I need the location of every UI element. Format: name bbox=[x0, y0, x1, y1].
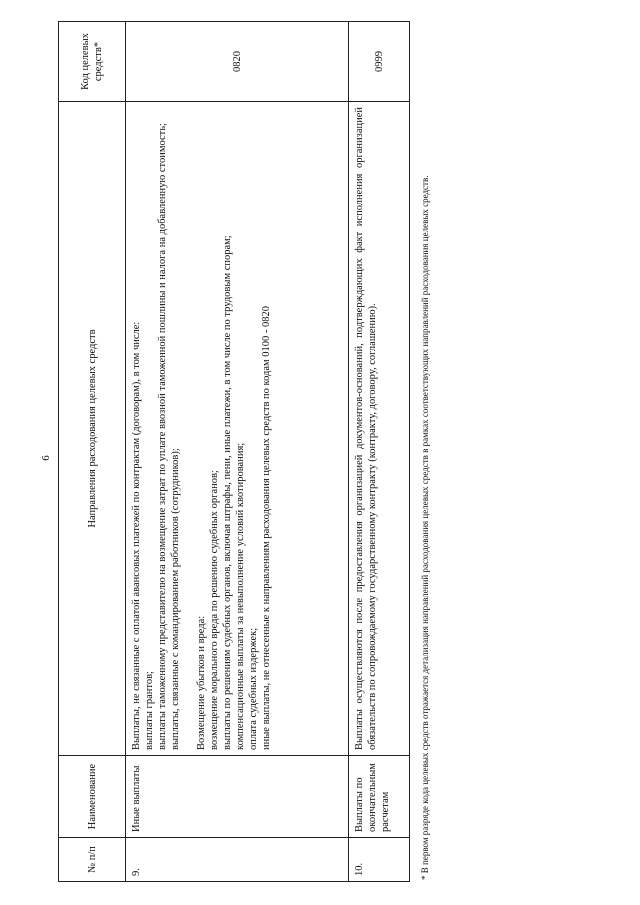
direction-line: выплаты, связанные с командированием работников (сотрудников); bbox=[170, 448, 181, 750]
row-direction bbox=[126, 102, 349, 756]
direction-line: выплаты по решениям судебных органов, включая штрафы, пени, иные платежи, в том числе по трудовым спорам; bbox=[222, 235, 233, 750]
direction-line: выплаты таможенному представителю на возмещение затрат по уплате ввозной таможенной пошлины и налога на добавленную стоимость; bbox=[157, 123, 168, 750]
direction-line: Выплаты осуществляются после предоставления организацией документов-оснований, подтверждающих факт исполнения организацией обязательств по сопровождаемому государственному контракту (контракту, договору, соглашению). bbox=[354, 107, 378, 750]
direction-line: Возмещение убытков и вреда: bbox=[196, 615, 207, 750]
spacer bbox=[182, 107, 195, 750]
header-name: Наименование bbox=[59, 756, 126, 838]
direction-line: иные выплаты, не отнесенные к направлениям расходования целевых средств по кодам 0100 - 0820 bbox=[261, 305, 272, 750]
direction-line: возмещение морального вреда по решению судебных органов; bbox=[209, 470, 220, 750]
row-number: 9. bbox=[126, 838, 349, 882]
row-code: 0999 bbox=[349, 22, 410, 102]
row-name: Иные выплаты bbox=[126, 756, 349, 838]
page-number: 6 bbox=[40, 455, 52, 461]
rotated-page-content bbox=[58, 22, 618, 882]
header-code: Код целевых средств* bbox=[59, 22, 126, 102]
header-number: № п/п bbox=[59, 838, 126, 882]
footnote: * В первом разряде кода целевых средств отражается детализация направлений расходования целевых средств в рамках соответствующих направлений расходования целевых средств. bbox=[420, 175, 430, 880]
row-number: 10. bbox=[349, 838, 410, 882]
table-row bbox=[349, 22, 410, 882]
row-name: Выплаты по окончательным расчетам bbox=[349, 756, 410, 838]
direction-line: компенсационные выплаты за невыполнение условий квотирования; bbox=[235, 442, 246, 750]
row-code: 0820 bbox=[126, 22, 349, 102]
direction-line: выплаты грантов; bbox=[144, 671, 155, 750]
header-direction: Направления расходования целевых средств bbox=[59, 102, 126, 756]
row-direction bbox=[349, 102, 410, 756]
table-header-row bbox=[59, 22, 126, 882]
direction-line: Выплаты, не связанные с оплатой авансовых платежей по контрактам (договорам), в том числе: bbox=[131, 321, 142, 750]
direction-line: оплата судебных издержек; bbox=[248, 627, 259, 750]
target-funds-table bbox=[58, 21, 410, 882]
table-row bbox=[126, 22, 349, 882]
